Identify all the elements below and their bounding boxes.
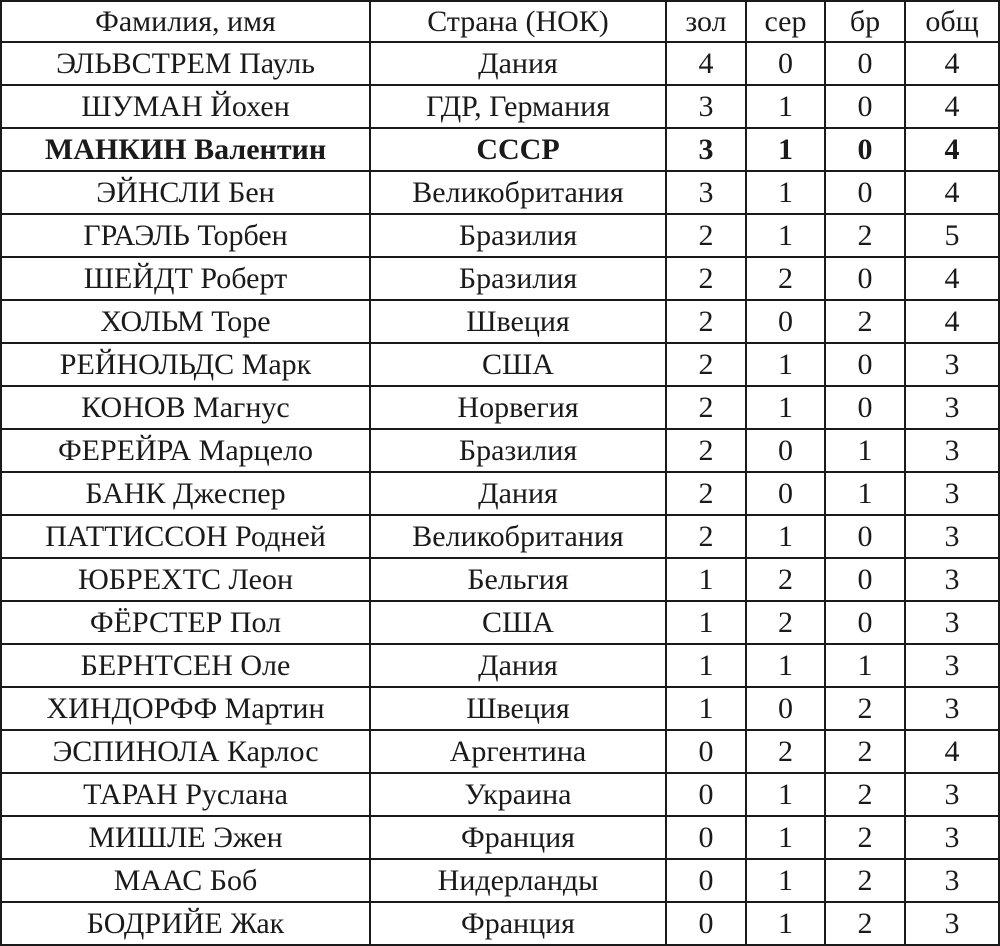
cell-name: ХИНДОРФФ Мартин [1,687,370,730]
cell-country: США [370,343,666,386]
cell-total: 4 [905,85,999,128]
cell-gold: 0 [666,859,746,902]
cell-name: ФЁРСТЕР Пол [1,601,370,644]
cell-gold: 3 [666,128,746,171]
cell-name: ТАРАН Руслана [1,773,370,816]
cell-name: ЭСПИНОЛА Карлос [1,730,370,773]
cell-gold: 2 [666,472,746,515]
cell-country: Франция [370,902,666,945]
cell-gold: 2 [666,429,746,472]
table-row [1,429,999,472]
cell-gold: 3 [666,85,746,128]
cell-total: 3 [905,429,999,472]
table-header [1,1,999,42]
cell-bronze: 0 [825,171,905,214]
cell-silver: 1 [746,386,825,429]
table-row [1,257,999,300]
table-row [1,902,999,945]
cell-bronze: 2 [825,773,905,816]
table-row [1,343,999,386]
cell-country: Великобритания [370,171,666,214]
table-row [1,171,999,214]
cell-name: МАНКИН Валентин [1,128,370,171]
cell-silver: 1 [746,859,825,902]
cell-gold: 2 [666,386,746,429]
cell-country: Бразилия [370,429,666,472]
cell-silver: 1 [746,644,825,687]
cell-total: 3 [905,472,999,515]
cell-bronze: 1 [825,644,905,687]
cell-bronze: 2 [825,816,905,859]
cell-silver: 2 [746,257,825,300]
cell-name: ПАТТИССОН Родней [1,515,370,558]
cell-gold: 0 [666,816,746,859]
cell-country: Норвегия [370,386,666,429]
cell-silver: 0 [746,429,825,472]
cell-bronze: 1 [825,429,905,472]
cell-country: Швеция [370,300,666,343]
cell-name: БОДРИЙЕ Жак [1,902,370,945]
cell-name: ЮБРЕХТС Леон [1,558,370,601]
cell-name: БАНК Джеспер [1,472,370,515]
table-row-highlighted [1,128,999,171]
cell-gold: 1 [666,601,746,644]
cell-country: Бельгия [370,558,666,601]
cell-total: 3 [905,386,999,429]
cell-total: 3 [905,902,999,945]
header-bronze: бр [825,1,905,42]
cell-total: 4 [905,42,999,85]
cell-gold: 2 [666,343,746,386]
cell-bronze: 0 [825,601,905,644]
cell-silver: 1 [746,85,825,128]
header-total: общ [905,1,999,42]
cell-total: 3 [905,687,999,730]
cell-country: Бразилия [370,214,666,257]
table-row [1,730,999,773]
cell-bronze: 0 [825,128,905,171]
cell-gold: 3 [666,171,746,214]
cell-gold: 1 [666,644,746,687]
cell-total: 5 [905,214,999,257]
cell-bronze: 0 [825,558,905,601]
cell-name: ХОЛЬМ Торе [1,300,370,343]
cell-name: МИШЛЕ Эжен [1,816,370,859]
cell-total: 4 [905,730,999,773]
table-row [1,644,999,687]
table-row [1,386,999,429]
cell-total: 4 [905,171,999,214]
table-row [1,214,999,257]
table-row [1,687,999,730]
cell-bronze: 0 [825,343,905,386]
cell-silver: 0 [746,687,825,730]
cell-gold: 0 [666,773,746,816]
cell-name: КОНОВ Магнус [1,386,370,429]
cell-bronze: 1 [825,472,905,515]
cell-silver: 0 [746,300,825,343]
cell-country: Бразилия [370,257,666,300]
cell-name: ШУМАН Йохен [1,85,370,128]
cell-total: 3 [905,558,999,601]
cell-name: ГРАЭЛЬ Торбен [1,214,370,257]
cell-silver: 1 [746,515,825,558]
cell-total: 3 [905,601,999,644]
cell-gold: 1 [666,558,746,601]
header-name: Фамилия, имя [1,1,370,42]
cell-name: БЕРНТСЕН Оле [1,644,370,687]
cell-bronze: 0 [825,515,905,558]
table-row [1,472,999,515]
cell-country: Дания [370,644,666,687]
table-row [1,85,999,128]
table-row [1,773,999,816]
table-row [1,300,999,343]
cell-country: Украина [370,773,666,816]
table-row [1,601,999,644]
cell-bronze: 2 [825,902,905,945]
cell-gold: 0 [666,730,746,773]
cell-country: США [370,601,666,644]
table-body [1,42,999,945]
cell-gold: 2 [666,214,746,257]
cell-total: 4 [905,257,999,300]
header-gold: зол [666,1,746,42]
cell-silver: 1 [746,816,825,859]
cell-silver: 1 [746,773,825,816]
cell-total: 4 [905,128,999,171]
cell-country: Швеция [370,687,666,730]
cell-bronze: 0 [825,42,905,85]
header-row [1,1,999,42]
cell-name: РЕЙНОЛЬДС Марк [1,343,370,386]
cell-total: 3 [905,515,999,558]
cell-country: Дания [370,42,666,85]
cell-bronze: 0 [825,386,905,429]
cell-total: 3 [905,644,999,687]
cell-country: Дания [370,472,666,515]
cell-gold: 2 [666,300,746,343]
header-country: Страна (НОК) [370,1,666,42]
cell-gold: 1 [666,687,746,730]
cell-bronze: 2 [825,214,905,257]
table-row [1,558,999,601]
cell-bronze: 0 [825,85,905,128]
cell-silver: 1 [746,128,825,171]
cell-country: СССР [370,128,666,171]
cell-total: 4 [905,300,999,343]
cell-name: ФЕРЕЙРА Марцело [1,429,370,472]
cell-bronze: 2 [825,859,905,902]
cell-bronze: 0 [825,257,905,300]
cell-name: МААС Боб [1,859,370,902]
table-row [1,515,999,558]
cell-bronze: 2 [825,730,905,773]
cell-name: ЭЙНСЛИ Бен [1,171,370,214]
table-row [1,859,999,902]
table-row [1,816,999,859]
cell-silver: 2 [746,558,825,601]
cell-name: ШЕЙДТ Роберт [1,257,370,300]
cell-total: 3 [905,343,999,386]
cell-bronze: 2 [825,687,905,730]
cell-silver: 1 [746,171,825,214]
cell-total: 3 [905,859,999,902]
cell-gold: 2 [666,515,746,558]
cell-total: 3 [905,773,999,816]
cell-silver: 1 [746,902,825,945]
cell-total: 3 [905,816,999,859]
cell-silver: 1 [746,214,825,257]
cell-country: Франция [370,816,666,859]
cell-gold: 2 [666,257,746,300]
cell-country: Нидерланды [370,859,666,902]
cell-bronze: 2 [825,300,905,343]
cell-silver: 2 [746,601,825,644]
cell-country: Аргентина [370,730,666,773]
cell-gold: 0 [666,902,746,945]
cell-silver: 0 [746,472,825,515]
cell-silver: 2 [746,730,825,773]
header-silver: сер [746,1,825,42]
cell-country: ГДР, Германия [370,85,666,128]
cell-country: Великобритания [370,515,666,558]
cell-gold: 4 [666,42,746,85]
cell-silver: 0 [746,42,825,85]
cell-silver: 1 [746,343,825,386]
cell-name: ЭЛЬВСТРЕМ Пауль [1,42,370,85]
table-row [1,42,999,85]
